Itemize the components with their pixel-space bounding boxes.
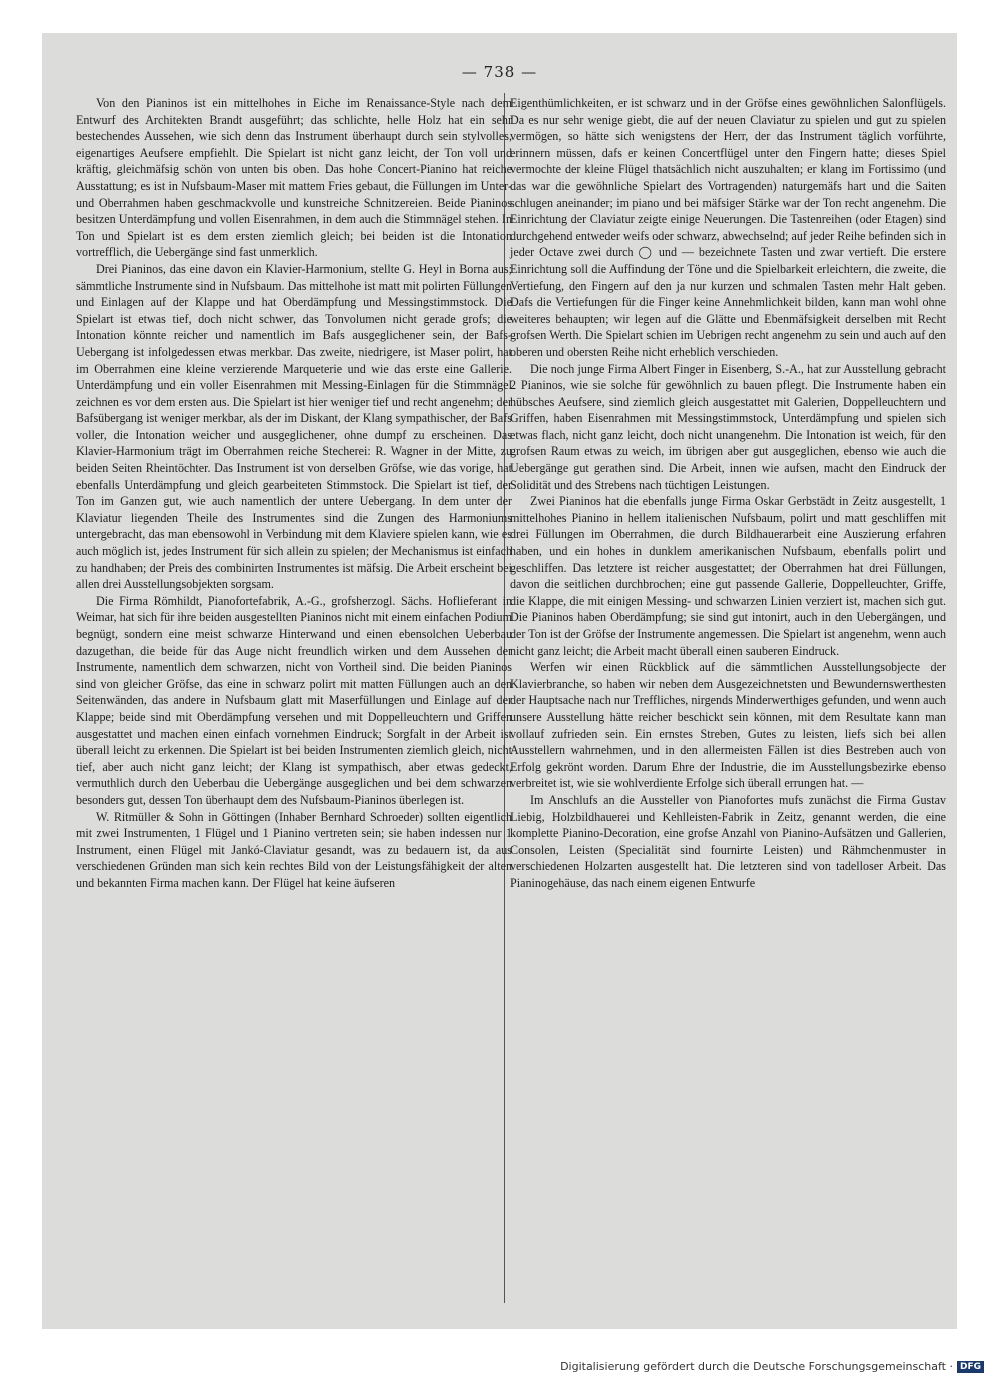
dfg-logo: DFG <box>957 1361 984 1373</box>
scanned-page <box>42 33 957 1329</box>
footer-text: Digitalisierung gefördert durch die Deutsche Forschungsgemeinschaft · <box>560 1360 953 1373</box>
paragraph: Zwei Pianinos hat die ebenfalls junge Firma Oskar Gerbstädt in Zeitz ausgestellt, 1 mittelhohes Pianino in hellem italienischen Nufsbaum, polirt und matt geschliffen mit drei Füllungen im Oberrahmen, die durch Bildhauerarbeit eine Auszierung erfahren haben, und ein hohes in dunklem amerikanischen Nufsbaum, ebenfalls polirt und geschliffen. Das letztere ist reicher ausgestattet; der Oberrahmen hat drei Füllungen, davon die seitlichen durchbrochen; eine gut passende Gallerie, Doppelleuchter, Griffe, die Klappe, die mit einigen Messing- und schwarzen Linien verziert ist, machen sich gut. Die Pianinos haben Oberdämpfung; sie sind gut intonirt, auch in den Uebergängen, und der Ton ist der Gröfse der Instrumente angemessen. Die Spielart ist angenehm, wenn auch nicht ganz leicht; die Arbeit macht überall einen sauberen Eindruck. <box>510 494 946 658</box>
page-number: — 738 — <box>461 63 538 81</box>
paragraph: Die noch junge Firma Albert Finger in Eisenberg, S.-A., hat zur Ausstellung gebracht 2 Pianinos, wie sie solche für gewöhnlich zu bauen pflegt. Die Instrumente haben ein hübsches Aeufsere, sind ziemlich gleich ausgestattet mit Galerien, Doppelleuchtern und Griffen, haben Eisenrahmen mit Messingstimmstock, Unterdämpfung und spielen sich etwas flach, nicht ganz leicht, doch nicht unangenehm. Die Intonation ist weich, für den grofsen Raum etwas zu weich, im übrigen aber gut ausgeglichen, ebenso wie auch die Uebergänge gut gerathen sind. Die Arbeit, innen wie aufsen, macht den Eindruck der Solidität und des Strebens nach tüchtigen Leistungen. <box>510 361 946 492</box>
paragraph: Von den Pianinos ist ein mittelhohes in Eiche im Renaissance-Style nach dem Entwurf des Architekten Brandt ausgeführt; das schlichte, helle Holz hat ein sehr bestechendes Aussehen, wie sich denn das Instrument überhaupt durch sein stylvolles, eigenartiges Aeufsere empfiehlt. Die Spielart ist nicht ganz leicht, der Ton voll und kräftig, gleichmäfsig schön von unten bis oben. Das hohe Concert-Pianino hat reiche Ausstattung; es ist in Nufsbaum-Maser mit mattem Fries gebaut, die Füllungen im Unter- und Oberrahmen haben geschmackvolle und kunstreiche Schnitzereien. Beide Pianinos besitzen Unterdämpfung und vollen Eisenrahmen, in dem auch die Stimmnägel stehen. In Ton und Spielart ist es dem ersten ziemlich gleich; bei beiden ist die Intonation vortrefflich, die Uebergänge sind fast unmerklich. <box>76 96 512 260</box>
footer <box>560 1360 984 1373</box>
paragraph: Im Anschlufs an die Aussteller von Pianofortes mufs zunächst die Firma Gustav Liebig, Holzbildhauerei und Kehlleisten-Fabrik in Zeitz, genannt werden, die eine komplette Pianino-Decoration, eine grofse Anzahl von Pianino-Aufsätzen und Gallerien, Consolen, Leisten (Specialität sind fournirte Leisten) und Rähmchenmuster in verschiedenen Holzarten ausgestellt hat. Die letzteren sind von tadelloser Arbeit. Das Pianinogehäuse, das nach einem eigenen Entwurfe <box>510 792 946 890</box>
left-column <box>76 95 512 892</box>
paragraph: W. Ritmüller & Sohn in Göttingen (Inhaber Bernhard Schroeder) sollten eigentlich mit zwei Instrumenten, 1 Flügel und 1 Pianino vertreten sein; sie haben indessen nur 1 Instrument, einen Flügel mit Jankó-Claviatur gesandt, was zu bedauern ist, da aus verschiedenen Gründen man sich kein rechtes Bild von der Leistungsfähigkeit der alten und bekannten Firma machen kann. Der Flügel hat keine äufseren <box>76 809 512 890</box>
paragraph: Werfen wir einen Rückblick auf die sämmtlichen Ausstellungsobjecte der Klavierbranche, so haben wir neben dem Ausgezeichnetsten und Bewundernswerthesten der Hauptsache nach nur Treffliches, nirgends Minderwerthiges gefunden, und wenn auch unsere Ausstellung hätte reicher beschickt sein können, mit dem Resultate kann man vollauf zufrieden sein. Ein ernstes Streben, Gutes zu leisten, liefs sich bei allen Ausstellern wahrnehmen, und in den allermeisten Fällen ist dies Bestreben auch von Erfolg gekrönt worden. Darum Ehre der Industrie, die im Ausstellungsbezirke ebenso verbreitet ist, wie sie wohlverdiente Erfolge sich überall errungen hat. — <box>510 660 946 791</box>
paragraph: Die Firma Römhildt, Pianofortefabrik, A.-G., grofsherzogl. Sächs. Hoflieferant in Weimar, hat sich für ihre beiden ausgestellten Pianinos nicht mit einem einfachen Podium begnügt, sondern eine meist schwarze Hinterwand und einen ebensolchen Ueberbau dazugethan, die beide für das Auge nicht freundlich wirken und dem Aussehen der Instrumente, namentlich dem schwarzen, nicht von Vortheil sind. Die beiden Pianinos sind von gleicher Gröfse, das eine in schwarz polirt mit matten Füllungen auch an den Seitenwänden, das andere in Nufsbaum glatt mit Maserfüllungen und Einlage auf der Klappe; beide sind mit Oberdämpfung versehen und mit Doppelleuchtern und Griffen ausgestattet und machen einen einfach vornehmen Eindruck; Sorgfalt in der Arbeit ist überall leicht zu erkennen. Die Spielart ist bei beiden Instrumenten ziemlich gleich, nicht tief, aber auch nicht ganz leicht; der Klang ist sympathisch, aber etwas gedeckt, vermuthlich durch den Ueberbau die Uebergänge ausgeglichen und bei dem schwarzen besonders gut, dessen Ton überhaupt dem des Nufsbaum-Pianinos überlegen ist. <box>76 593 512 807</box>
paragraph: Drei Pianinos, das eine davon ein Klavier-Harmonium, stellte G. Heyl in Borna aus; sämmtliche Instrumente sind in Nufsbaum. Das mittelhohe ist matt mit polirten Füllungen und Einlagen auf der Klappe und hat Oberdämpfung und Messingstimmstock. Die Spielart ist etwas tief, doch nicht schwer, das Tonvolumen nicht gerade grofs; die Intonation könnte reicher und namentlich im Bafs ausgeglichener sein, der Bafs-Uebergang ist infolgedessen etwas merkbar. Das zweite, niedrigere, ist Maser polirt, hat im Oberrahmen eine kleine verzierende Marqueterie und wie das erste eine Gallerie. Unterdämpfung und ein voller Eisenrahmen mit Messing-Einlagen für die Stimmnägel zeichnen es vor dem ersten aus. Die Spielart ist hier weniger tief und recht angenehm; der Bafsübergang ist weniger merkbar, als der im Diskant, der Klang sympathischer, der Bafs voller, die Intonation weicher und ausgeglichener, ohne dumpf zu erscheinen. Das Klavier-Harmonium trägt im Oberrahmen reiche Stecherei: R. Wagner in der Mitte, zu beiden Seiten Rheintöchter. Das Instrument ist von derselben Gröfse, wie das vorige, hat ebenfalls Unterdämpfung und gleich gearbeiteten Stimmstock. Die Spielart ist tief, der Ton im Ganzen gut, wie auch namentlich der untere Uebergang. In dem unter der Klaviatur liegenden Theile des Instrumentes sind die Zungen des Harmoniums untergebracht, das man ebensowohl in Verbindung mit dem Klaviere spielen kann, wie es auch möglich ist, jedes Instrument für sich allein zu spielen; der Mechanismus ist einfach zu handhaben; der Preis des combinirten Instrumentes ist mäfsig. Die Arbeit erscheint bei allen drei Ausstellungsobjekten sorgsam. <box>76 261 512 592</box>
paragraph: Eigenthümlichkeiten, er ist schwarz und in der Gröfse eines gewöhnlichen Salonflügels. Da es nur sehr wenige giebt, die auf der neuen Claviatur zu spielen und gut zu spielen vermögen, so hätte sich wenigstens der Herr, der das Instrument täglich vorführte, erinnern müssen, dafs er keinen Concertflügel unter den Fingern hatte; dieses Spiel vermochte der kleine Flügel thatsächlich nicht auszuhalten; er klang im Fortissimo (und das war die gewöhnliche Spielart des Vortragenden) naturgemäfs hart und die Saiten schlugen aneinander; im piano und bei mäfsiger Stärke war der Ton recht angenehm. Die Einrichtung der Claviatur zeigte einige Neuerungen. Die Tastenreihen (oder Etagen) sind durchgehend entweder weifs oder schwarz, abwechselnd; auf jeder Reihe befinden sich in jeder Octave zwei durch ◯ und — bezeichnete Tasten und zwar vertieft. Die erstere Einrichtung soll die Auffindung der Töne und die Spielbarkeit erleichtern, die zweite, die Vertiefung, den Fingern auf den ja nur kurzen und schmalen Tasten mehr Halt geben. Dafs die Vertiefungen für die Finger keine Annehmlichkeit bilden, kann man wohl ohne weiteres behaupten; wir legen auf die Glätte und Ebenmäfsigkeit derselben mit Recht grofsen Werth. Die Spielart schien im Uebrigen recht angenehm zu sein und auch auf den oberen und obersten Reihe nicht erheblich verschieden. <box>510 96 946 359</box>
right-column <box>510 95 946 892</box>
